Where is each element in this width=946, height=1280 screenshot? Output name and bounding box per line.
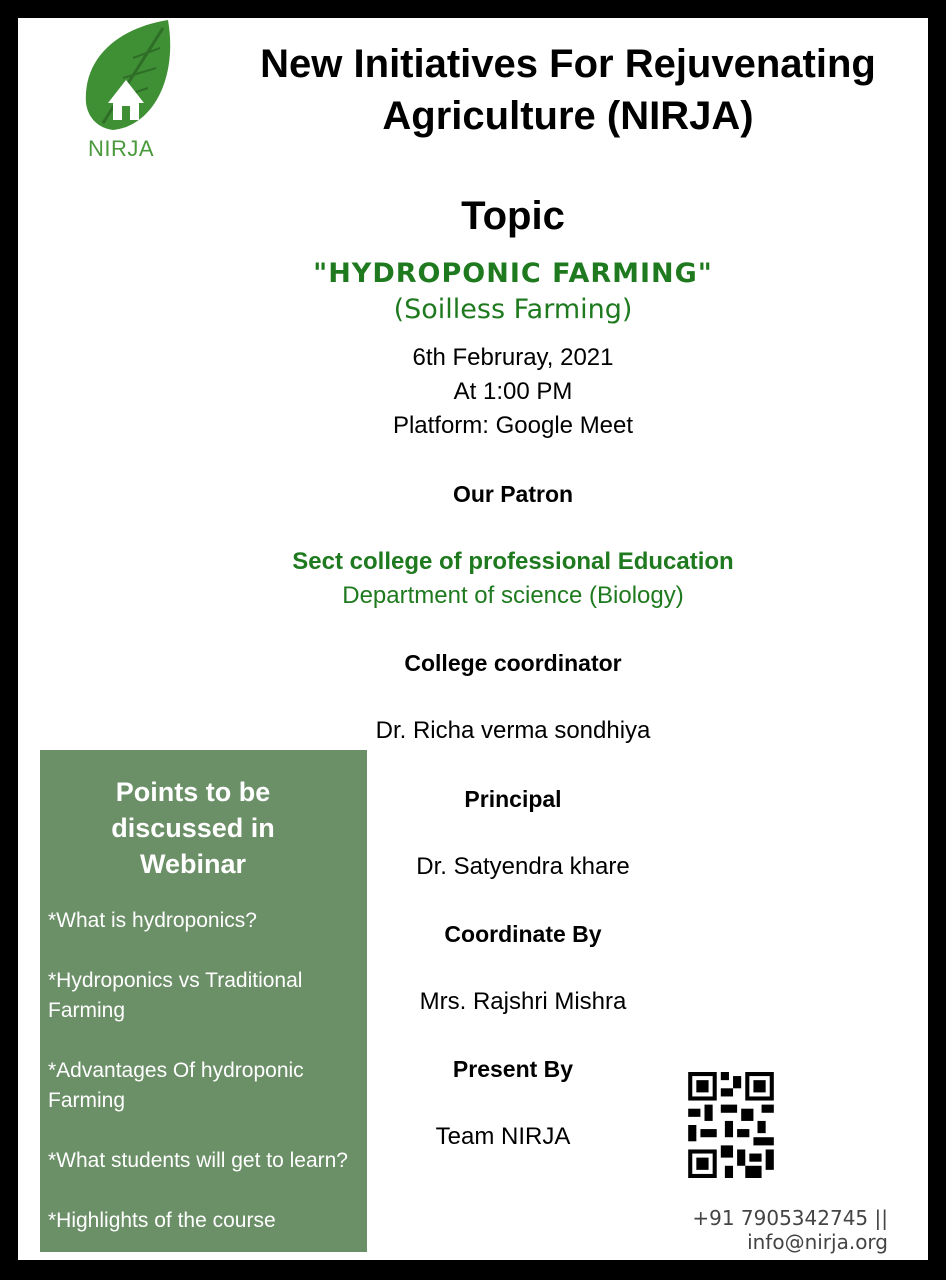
list-item: *Hydroponics vs Traditional Farming xyxy=(48,969,303,1022)
list-item: *What is hydroponics? xyxy=(48,909,257,932)
patron-department: Department of science (Biology) xyxy=(342,582,684,609)
present-by-label: Present By xyxy=(452,1056,574,1082)
event-time: At 1:00 PM xyxy=(453,378,573,405)
patron-label: Our Patron xyxy=(452,481,574,507)
coordinate-by-name: Mrs. Rajshri Mishra xyxy=(419,988,627,1015)
principal-name: Dr. Satyendra khare xyxy=(416,853,630,880)
points-box xyxy=(40,750,367,1252)
list-item: *Highlights of the course xyxy=(48,1209,276,1232)
list-item: *What students will get to learn? xyxy=(48,1149,348,1172)
present-by-name: Team NIRJA xyxy=(435,1123,571,1150)
list-item: *Advantages Of hydroponic Farming xyxy=(48,1059,304,1112)
principal-label: Principal xyxy=(464,786,562,812)
points-heading: Points to be discussed in Webinar xyxy=(111,777,275,879)
page-title xyxy=(238,38,898,142)
event-platform: Platform: Google Meet xyxy=(392,412,634,439)
qr-code-icon xyxy=(688,1072,774,1178)
coordinator-label: College coordinator xyxy=(404,650,622,676)
coordinate-by-label: Coordinate By xyxy=(444,921,602,947)
patron-college: Sect college of professional Education xyxy=(292,548,734,575)
topic-title: "HYDROPONIC FARMING" xyxy=(313,258,713,289)
logo-text: NIRJA xyxy=(88,136,155,161)
topic-label: Topic xyxy=(461,194,565,238)
event-date: 6th Februray, 2021 xyxy=(412,344,614,371)
coordinator-name: Dr. Richa verma sondhiya xyxy=(375,717,651,744)
poster xyxy=(18,18,928,1260)
title-line-1: New Initiatives For Rejuvenating xyxy=(260,42,876,86)
topic-subtitle: (Soilless Farming) xyxy=(393,294,633,325)
footer-contact: +91 7905342745 || info@nirja.org xyxy=(692,1206,888,1254)
title-line-2: Agriculture (NIRJA) xyxy=(382,94,754,138)
